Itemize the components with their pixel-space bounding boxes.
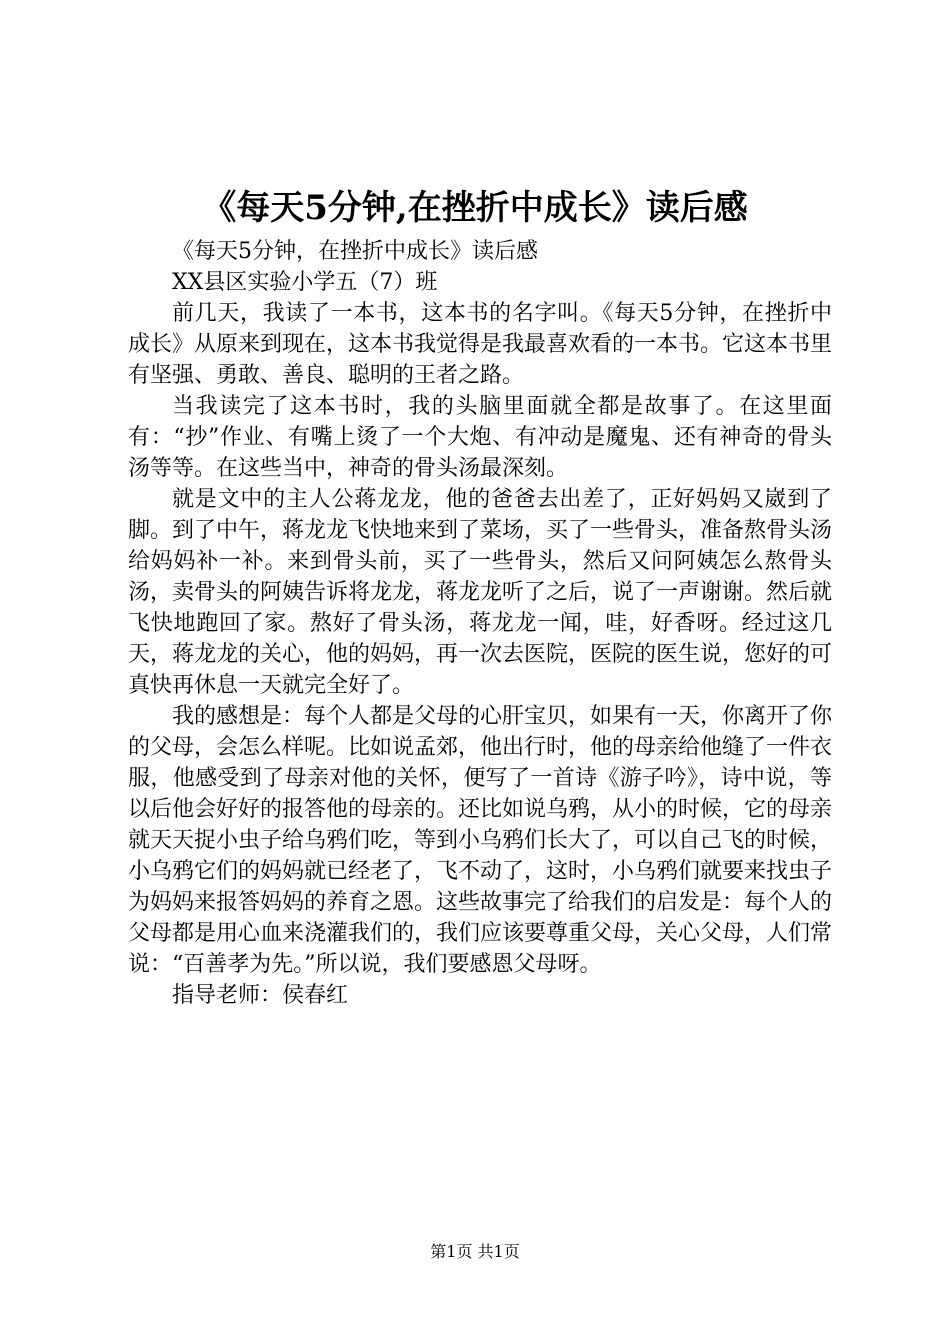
body-paragraph-contents: 当我读完了这本书时，我的头脑里面就全都是故事了。在这里面有：“抄”作业、有嘴上烫了一个大炮、有冲动是魔鬼、还有神奇的骨头汤等等。在这些当中，神奇的骨头汤最深刻。 [128,394,832,481]
page-footer: 第1页 共1页 [430,1242,520,1261]
document-title: 《每天5分钟,在挫折中成长》读后感 [202,188,748,228]
body-paragraph-reflection: 我的感想是：每个人都是父母的心肝宝贝，如果有一天，你离开了你的父母，会怎么样呢。比如说孟郊，他出行时，他的母亲给他缝了一件衣服，他感受到了母亲对他的关怀，便写了一首诗《游子吟》，诗中说，等以后他会好好的报答他的母亲的。还比如说乌鸦，从小的时候，它的母亲就天天捉小虫子给乌鸦们吃，等到小乌鸦们长大了，可以自己飞的时候，小乌鸦它们的妈妈就已经老了，飞不动了，这时，小乌鸦们就要来找虫子为妈妈来报答妈妈的养育之恩。这些故事完了给我们的启发是：每个人的父母都是用心血来浇灌我们的，我们应该要尊重父母，关心父母，人们常说：“百善孝为先。”所以说，我们要感恩父母呀。 [128,704,833,977]
subtitle-paragraph: 《每天5分钟，在挫折中成长》读后感 [172,239,538,264]
teacher-paragraph: 指导老师：侯春红 [172,983,349,1008]
document-body [128,236,832,1011]
body-paragraph-story: 就是文中的主人公蒋龙龙，他的爸爸去出差了，正好妈妈又崴到了脚。到了中午，蒋龙龙飞快地来到了菜场，买了一些骨头，准备熬骨头汤给妈妈补一补。来到骨头前，买了一些骨头，然后又问阿姨怎么熬骨头汤，卖骨头的阿姨告诉将龙龙，蒋龙龙听了之后，说了一声谢谢。然后就飞快地跑回了家。熬好了骨头汤，蒋龙龙一闻，哇，好香呀。经过这几天，蒋龙龙的关心，他的妈妈，再一次去医院，医院的医生说，您好的可真快再休息一天就完全好了。 [128,487,833,698]
author-class-paragraph: XX县区实验小学五（7）班 [172,270,438,295]
body-paragraph-intro: 前几天，我读了一本书，这本书的名字叫。《每天5分钟，在挫折中成长》从原来到现在，这本书我觉得是我最喜欢看的一本书。它这本书里有坚强、勇敢、善良、聪明的王者之路。 [128,301,833,388]
